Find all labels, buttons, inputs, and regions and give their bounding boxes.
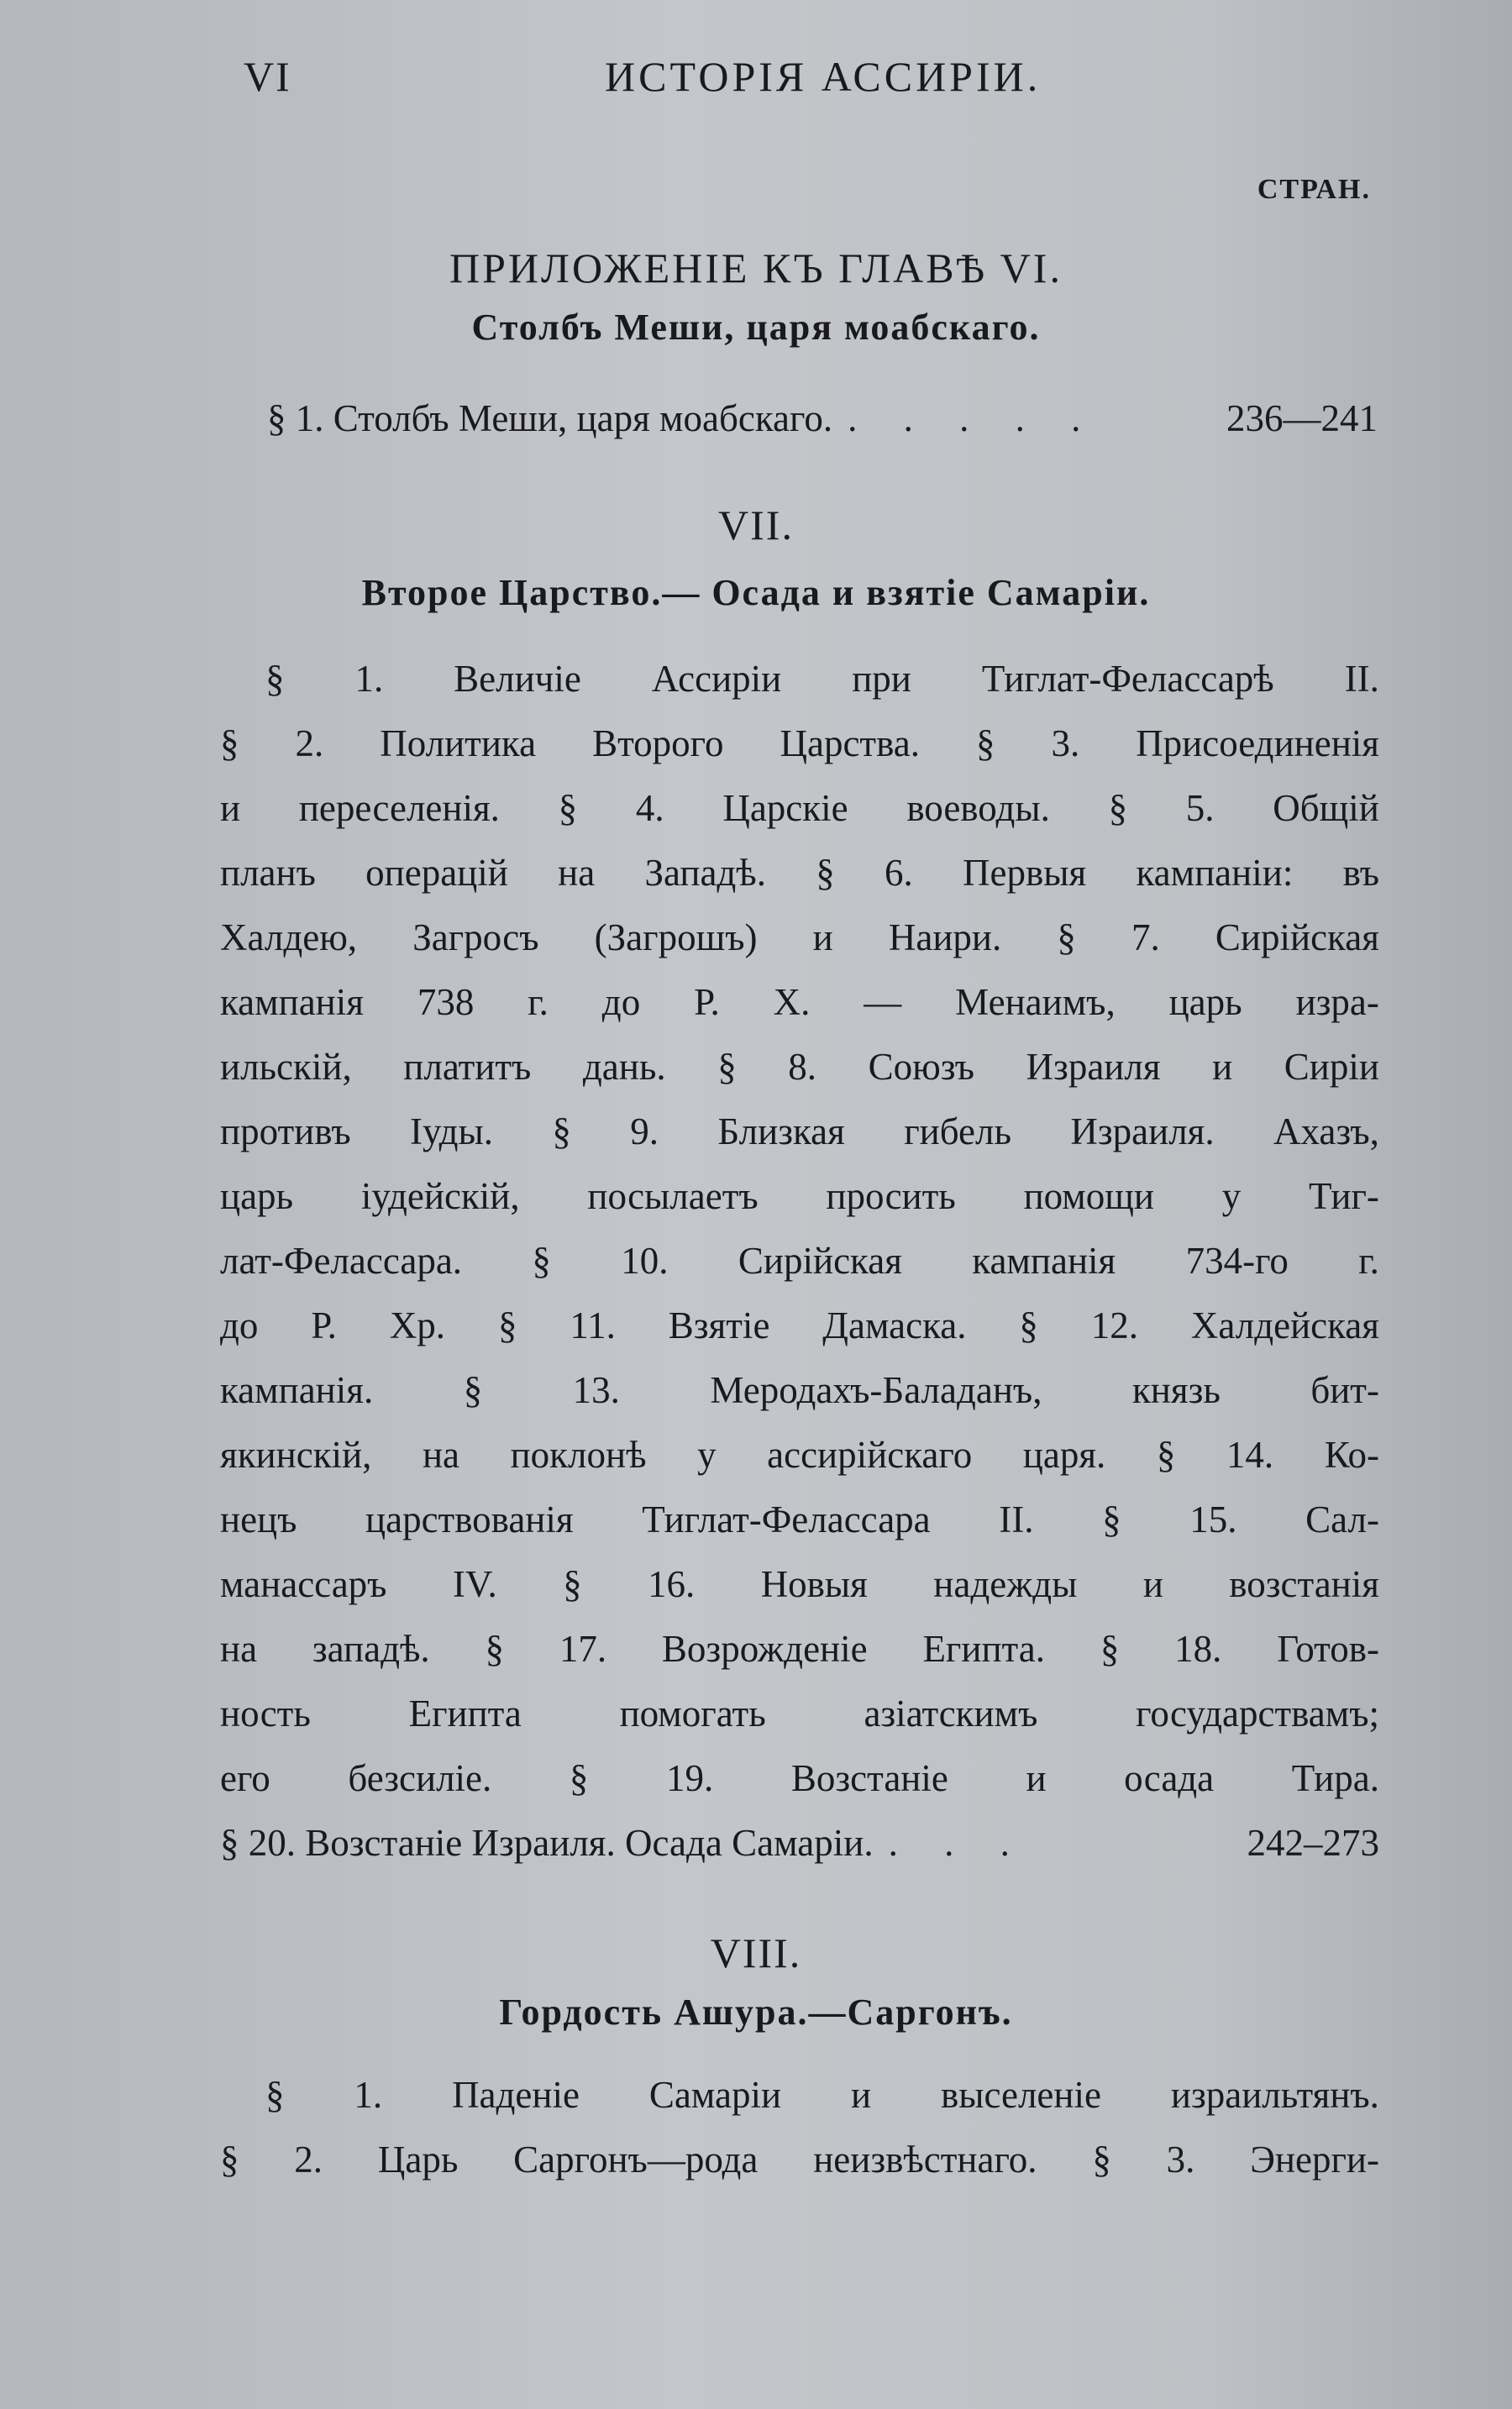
summary-line: ность Египта помогать азіатскимъ государствамъ; — [220, 1693, 1379, 1735]
summary-line: нецъ царствованія Тиглат-Фелассара II. § 15. Сал- — [220, 1498, 1379, 1540]
summary-line: до Р. Хр. § 11. Взятіе Дамаска. § 12. Халдейская — [220, 1304, 1379, 1346]
summary-line: § 2. Царь Саргонъ—рода неизвѣстнаго. § 3. Энерги- — [220, 2139, 1379, 2181]
chapter-8-title: Гордость Ашура.—Саргонъ. — [499, 1992, 1013, 2033]
summary-line: § 1. Паденіе Самаріи и выселеніе израильтянъ. — [265, 2074, 1379, 2116]
summary-line: Халдею, Загросъ (Загрошъ) и Наири. § 7. Сирійская — [220, 916, 1379, 958]
summary-line: кампанія. § 13. Меродахъ-Баладанъ, князь бит- — [220, 1369, 1379, 1411]
summary-line: противъ Іуды. § 9. Близкая гибель Израиля. Ахазъ, — [220, 1110, 1379, 1152]
appendix-entry — [267, 386, 1378, 451]
summary-last-line — [220, 1811, 1379, 1876]
summary-line: царь іудейскій, посылаетъ просить помощи у Тиг- — [220, 1175, 1379, 1217]
pages-column-label: СТРАН. — [1257, 174, 1371, 205]
chapter-8-number: VIII. — [710, 1929, 802, 1976]
dot-leader: . . . . . — [848, 397, 1100, 439]
summary-line: лат-Фелассара. § 10. Сирійская кампанія 734-го г. — [220, 1240, 1379, 1282]
running-head — [235, 52, 1378, 111]
summary-line: и переселенія. § 4. Царскіе воеводы. § 5. Общій — [220, 787, 1379, 829]
page-number: VI — [244, 53, 291, 100]
chapter-7-title: Второе Царство.— Осада и взятіе Самаріи. — [361, 572, 1151, 613]
summary-line: якинскій, на поклонѣ у ассирійскаго царя. § 14. Ко- — [220, 1434, 1379, 1476]
appendix-entry-text: § 1. Столбъ Меши, царя моабскаго. — [267, 397, 833, 439]
dot-leader: . . . — [888, 1822, 1028, 1864]
summary-line: манассаръ IV. § 16. Новыя надежды и возстанія — [220, 1563, 1379, 1605]
summary-line: планъ операцій на Западѣ. § 6. Первыя кампаніи: въ — [220, 852, 1379, 894]
summary-line: § 1. Величіе Ассиріи при Тиглат-Фелассарѣ II. — [265, 658, 1379, 700]
running-title: ИСТОРІЯ АССИРІИ. — [605, 53, 1042, 100]
summary-line: на западѣ. § 17. Возрожденіе Египта. § 18. Готов- — [220, 1628, 1379, 1670]
appendix-heading: ПРИЛОЖЕНІЕ КЪ ГЛАВѢ VI. — [449, 244, 1063, 291]
chapter-7-summary — [220, 647, 1379, 1876]
chapter-7-number: VII. — [718, 501, 794, 548]
summary-line: § 2. Политика Второго Царства. § 3. Присоединенія — [220, 722, 1379, 764]
appendix-subtitle: Столбъ Меши, царя моабскаго. — [471, 307, 1041, 348]
chapter-8-summary — [220, 2063, 1379, 2192]
summary-line: кампанія 738 г. до Р. Х. — Менаимъ, царь изра- — [220, 981, 1379, 1023]
summary-line: ильскій, платитъ дань. § 8. Союзъ Израиля и Сиріи — [220, 1046, 1379, 1088]
summary-line: его безсиліе. § 19. Возстаніе и осада Тира. — [220, 1757, 1379, 1799]
summary-last-line-text: § 20. Возстаніе Израиля. Осада Самаріи. — [220, 1822, 874, 1864]
page-range: 242–273 — [1247, 1822, 1379, 1864]
page-range: 236—241 — [1226, 397, 1378, 439]
